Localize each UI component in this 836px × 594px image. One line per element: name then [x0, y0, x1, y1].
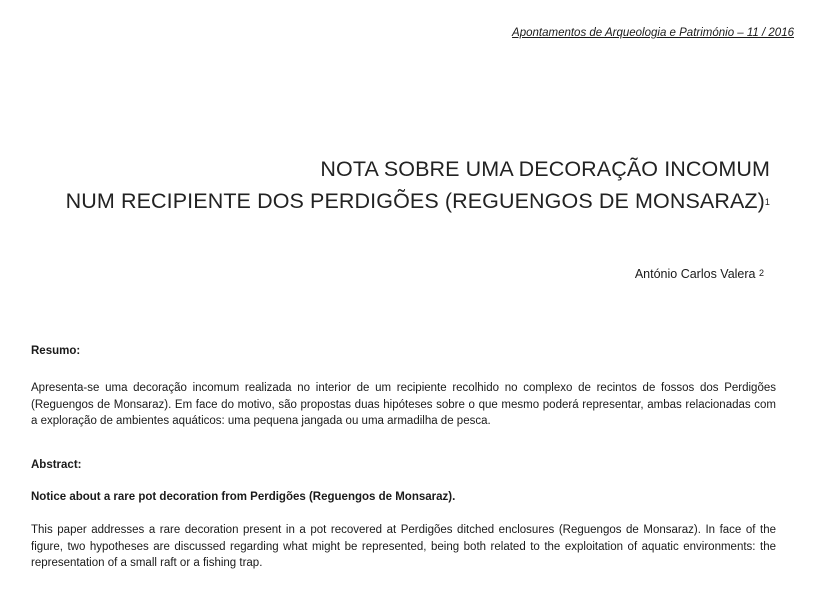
title-footnote-mark: 1: [764, 197, 770, 207]
journal-running-header: Apontamentos de Arqueologia e Património – 11 / 2016: [512, 27, 794, 39]
author-name: António Carlos Valera: [634, 267, 756, 281]
title-line-1: NOTA SOBRE UMA DECORAÇÃO INCOMUM: [320, 157, 770, 181]
title-line-2: [66, 185, 770, 217]
resumo-heading: Resumo:: [31, 345, 81, 357]
article-title: [66, 153, 770, 217]
author-footnote-mark: 2: [758, 268, 764, 278]
resumo-paragraph: Apresenta-se uma decoração incomum realizada no interior de um recipiente recolhido no complexo de recintos de fossos dos Perdigões (Reguengos de Monsaraz). Em face do motivo, são propostas duas hipóteses sobre o que mesmo poderá representar, ambas relacionadas com a exploração de ambientes aquáticos: uma pequena jangada ou uma armadilha de pesca.: [31, 382, 776, 427]
abstract-paragraph: This paper addresses a rare decoration present in a pot recovered at Perdigões ditched enclosures (Reguengos de Monsaraz). In face of the figure, two hypotheses are discussed regarding what might be represented, being both related to the exploitation of aquatic environments: the representation of a small raft or a fishing trap.: [31, 524, 776, 569]
abstract-heading: Abstract:: [31, 459, 82, 471]
title-line-2-text: NUM RECIPIENTE DOS PERDIGÕES (REGUENGOS DE MONSARAZ): [65, 189, 765, 213]
author-byline: [635, 267, 764, 281]
english-title: Notice about a rare pot decoration from Perdigões (Reguengos de Monsaraz).: [31, 491, 456, 503]
